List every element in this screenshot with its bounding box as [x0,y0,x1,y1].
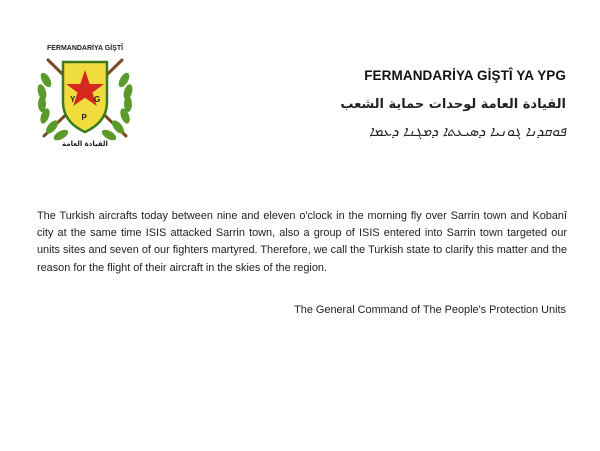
header-arabic-line: القيادة العامة لوحدات حماية الشعب [340,97,566,112]
ypg-emblem [30,40,140,150]
signature: The General Command of The People's Protection Units [294,304,566,316]
emblem-graphic [30,40,140,150]
emblem-letter-g: G [94,95,101,104]
header-title: FERMANDARİYA GİŞTÎ YA YPG [364,68,566,83]
header-syriac-line: ܦܘܩܕܢܐ ܓܘܢܝܐ ܕܣܝܥܬܐ ܕܡܓܢܐ ܕܥܡܐ [369,124,566,140]
emblem-bottom-label: القيادة العامة [62,140,108,148]
emblem-letter-p: P [81,113,87,122]
emblem-top-label: FERMANDARİYA GİŞTÎ [46,45,124,52]
letterhead [340,68,566,140]
statement-paragraph: The Turkish aircrafts today between nine and eleven o'clock in the morning fly over Sarrin town and Kobanî city at the same time ISIS attacked Sarrin town, also a group of ISIS entered into Sarrin town targeted our units sites and seven of our fighters martyred. Therefore, we call the Turkish state to clarify this matter and the reason for the flight of their aircraft in the skies of the region. [37,210,567,274]
emblem-letter-y: Y [70,95,76,104]
